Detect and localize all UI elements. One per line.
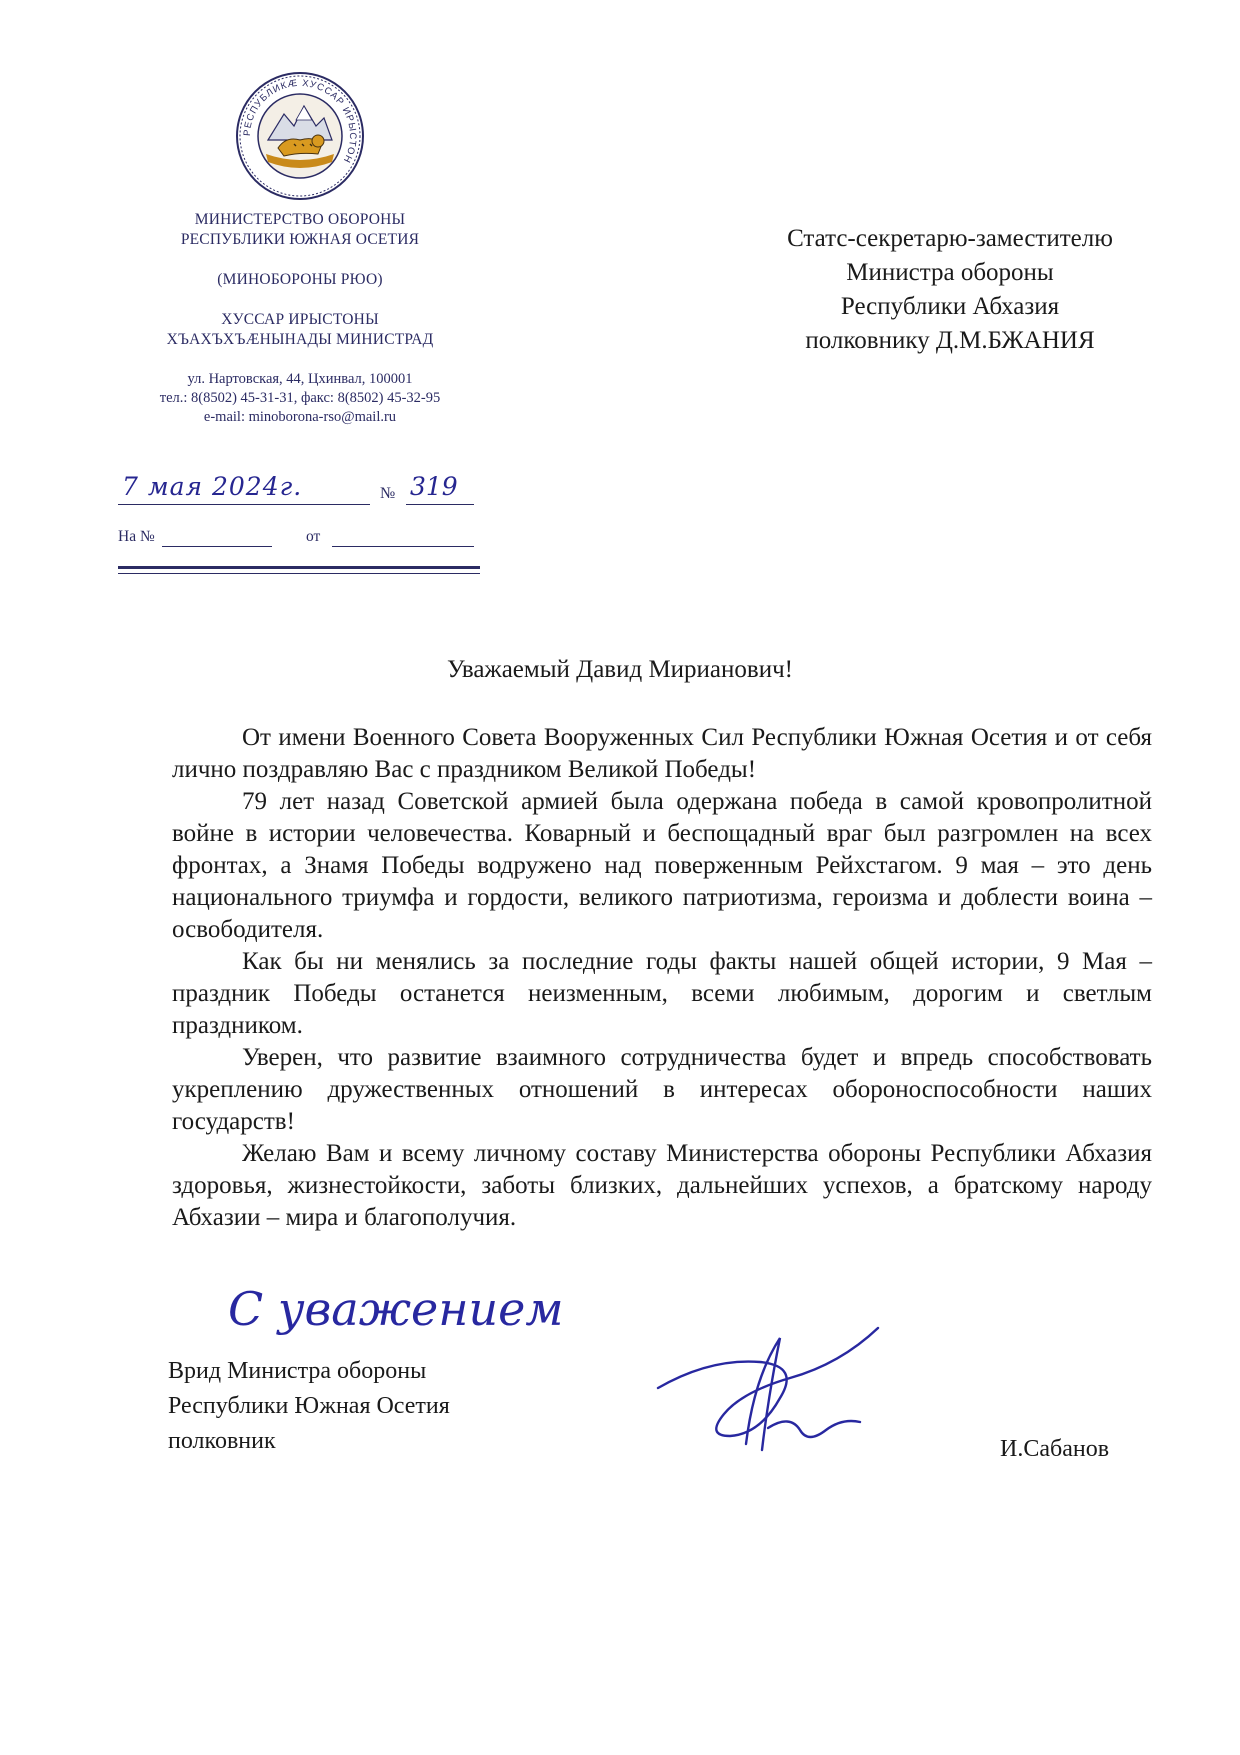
letterhead-divider	[118, 566, 480, 569]
signer-rank: полковник	[168, 1428, 276, 1454]
body-paragraph: Уверен, что развитие взаимного сотрудничества будет и впредь способствовать укреплению дружественных отношений в интересах обороноспособности наших государств!	[172, 1044, 1152, 1135]
org-short-name: (МИНОБОРОНЫ РЮО)	[217, 271, 383, 288]
outgoing-date: 7 мая 2024г.	[122, 472, 303, 501]
signer-name: И.Сабанов	[1000, 1436, 1110, 1462]
date-underline	[118, 504, 370, 505]
outgoing-number: 319	[410, 472, 458, 501]
addressee-line4: полковнику Д.М.БЖАНИЯ	[805, 327, 1095, 354]
emblem-text: РЕСПУБЛИКӔ ХУССАР ИРЫСТОН	[241, 77, 359, 165]
reference-date-label: от	[306, 528, 321, 545]
handwritten-signature	[650, 1318, 890, 1468]
org-phones: тел.: 8(8502) 45-31-31, факс: 8(8502) 45-32-95	[159, 390, 441, 406]
signer-title-line2: Республики Южная Осетия	[168, 1393, 450, 1419]
republic-emblem-icon	[234, 70, 366, 202]
org-name-ossetian-line1: ХУССАР ИРЫСТОНЫ	[221, 311, 379, 328]
org-name-line2: РЕСПУБЛИКИ ЮЖНАЯ ОСЕТИЯ	[180, 231, 420, 248]
closing-phrase: С уважением	[228, 1282, 564, 1336]
addressee-line3: Республики Абхазия	[840, 293, 1060, 320]
org-address: ул. Нартовская, 44, Цхинвал, 100001	[187, 371, 413, 387]
letterhead	[110, 70, 490, 427]
reference-number-blank	[162, 546, 272, 547]
body-paragraph: 79 лет назад Советской армией была одержана победа в самой кровопролитной войне в истории человечества. Коварный и беспощадный враг был разгромлен на всех фронтах, а Знамя Победы водружено над поверженным Рейхстагом. 9 мая – это день национального триумфа и гордости, великого патриотизма, героизма и доблести воина – освободителя.	[172, 788, 1152, 943]
org-email: e-mail: minoborona-rso@mail.ru	[203, 409, 397, 425]
body-paragraph: От имени Военного Совета Вооруженных Сил Республики Южная Осетия и от себя лично поздравляю Вас с праздником Великой Победы!	[172, 724, 1152, 783]
addressee-line2: Министра обороны	[846, 259, 1054, 286]
body-paragraph: Желаю Вам и всему личному составу Министерства обороны Республики Абхазия здоровья, жизнестойкости, заботы близких, дальнейших успехов, а братскому народу Абхазии – мира и благополучия.	[172, 1140, 1152, 1231]
addressee-line1: Статс-секретарю-заместителю	[787, 225, 1113, 252]
letter-body	[172, 722, 1152, 1234]
reference-date-blank	[332, 546, 474, 547]
org-name-ossetian-line2: ХЪАХЪХЪӔНЫНАДЫ МИНИСТРАД	[166, 331, 434, 348]
addressee-block	[740, 222, 1160, 358]
letterhead-divider-thin	[118, 573, 480, 574]
signer-block	[168, 1354, 450, 1459]
reference-line	[118, 528, 474, 552]
org-name-line1: МИНИСТЕРСТВО ОБОРОНЫ	[194, 211, 406, 228]
reference-number-label: На №	[118, 528, 155, 545]
signer-title-line1: Врид Министра обороны	[168, 1358, 427, 1384]
number-label: №	[380, 485, 396, 502]
registration-line	[118, 472, 474, 508]
number-underline	[406, 504, 474, 505]
body-paragraph: Как бы ни менялись за последние годы факты нашей общей истории, 9 Мая – праздник Победы останется неизменным, всеми любимым, дорогим и светлым праздником.	[172, 948, 1152, 1039]
salutation: Уважаемый Давид Мирианович!	[446, 656, 793, 683]
